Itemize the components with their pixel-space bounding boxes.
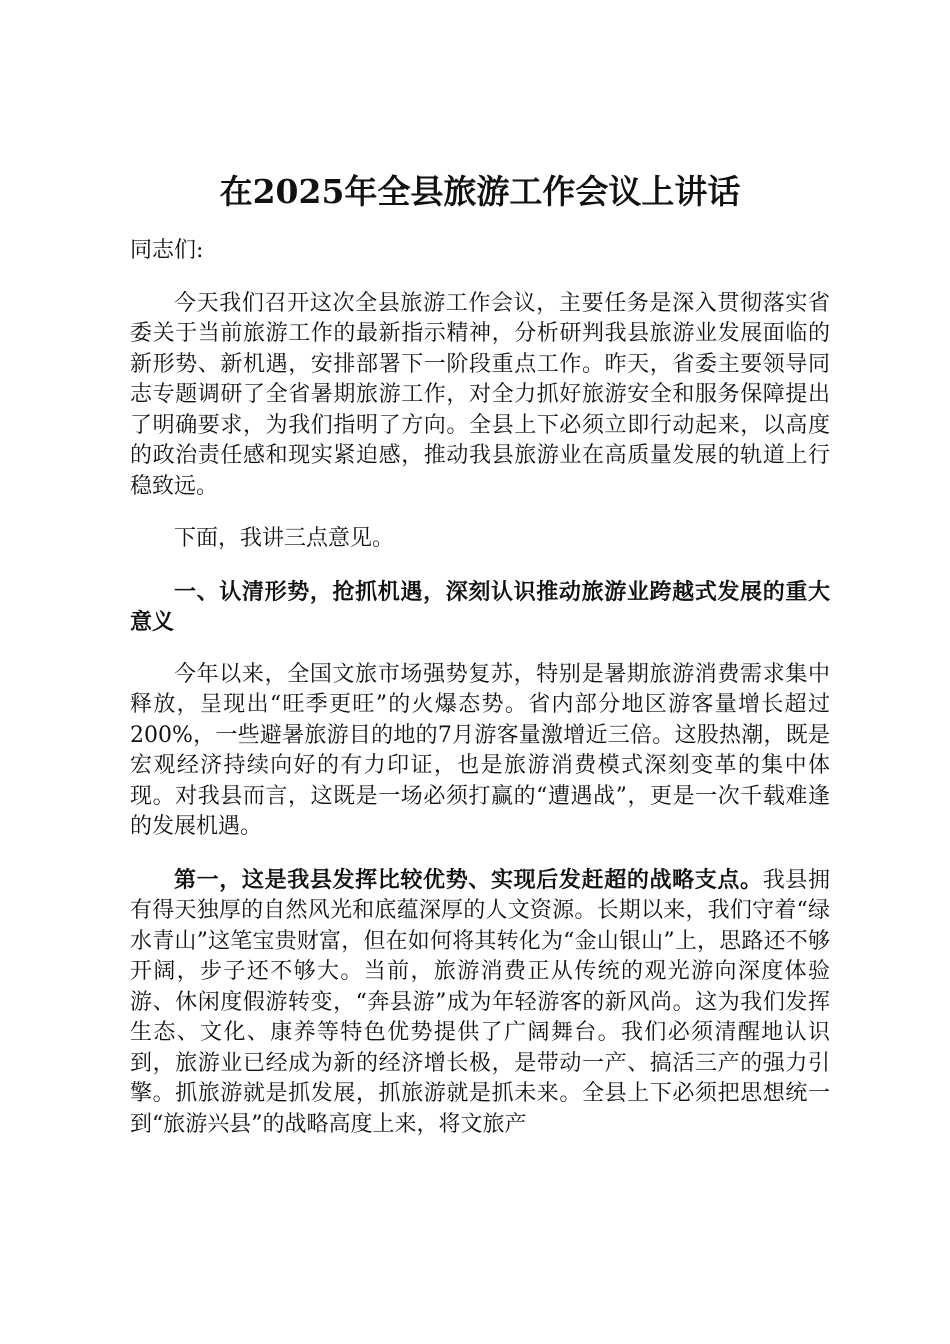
- document-page: [130, 172, 830, 1140]
- salutation: 同志们:: [130, 238, 204, 263]
- point-one-paragraph: [130, 865, 830, 1141]
- section-one-paragraph: 今年以来，全国文旅市场强势复苏，特别是暑期旅游消费需求集中释放，呈现出“旺季更旺”的火爆态势。省内部分地区游客量增长超过200%，一些避暑旅游目的地的7月游客量激增近三倍。这股热潮，既是宏观经济持续向好的有力印证，也是旅游消费模式深刻变革的集中体现。对我县而言，这既是一场必须打赢的“遭遇战”，更是一次千载难逢的发展机遇。: [130, 661, 830, 839]
- transition-sentence: 下面，我讲三点意见。: [174, 526, 395, 551]
- point-one-body: 我县拥有得天独厚的自然风光和底蕴深厚的人文资源。长期以来，我们守着“绿水青山”这笔宝贵财富，但在如何将其转化为“金山银山”上，思路还不够开阔，步子还不够大。当前，旅游消费正从传统的观光游向深度体验游、休闲度假游转变，“奔县游”成为年轻游客的新风尚。这为我们发挥生态、文化、康养等特色优势提供了广阔舞台。我们必须清醒地认识到，旅游业已经成为新的经济增长极，是带动一产、搞活三产的强力引擎。抓旅游就是抓发展，抓旅游就是抓未来。全县上下必须把思想统一到“旅游兴县”的战略高度上来，将文旅产: [130, 867, 830, 1137]
- document-title: 在2025年全县旅游工作会议上讲话: [219, 172, 741, 211]
- intro-paragraph: 今天我们召开这次全县旅游工作会议，主要任务是深入贯彻落实省委关于当前旅游工作的最新指示精神，分析研判我县旅游业发展面临的新形势、新机遇，安排部署下一阶段重点工作。昨天，省委主要领导同志专题调研了全省暑期旅游工作，对全力抓好旅游安全和服务保障提出了明确要求，为我们指明了方向。全县上下必须立即行动起来，以高度的政治责任感和现实紧迫感，推动我县旅游业在高质量发展的轨道上行稳致远。: [130, 290, 830, 499]
- section-one-heading: 一、认清形势，抢抓机遇，深刻认识推动旅游业跨越式发展的重大意义: [130, 578, 830, 635]
- point-one-lead: 第一，这是我县发挥比较优势、实现后发赶超的战略支点。: [174, 866, 763, 893]
